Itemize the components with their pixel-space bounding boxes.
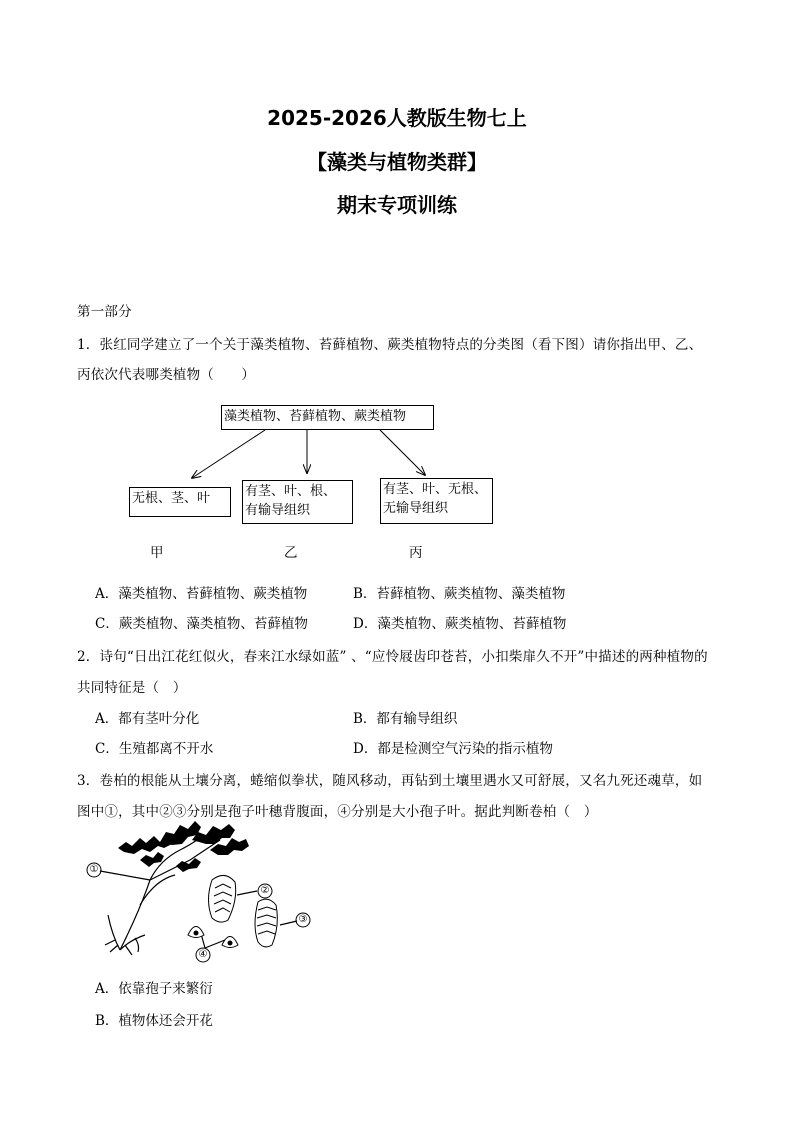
doc-title-line2: 【藻类与植物类群】: [307, 150, 487, 174]
label-yi: 乙: [284, 545, 298, 561]
diagram-top-box: 藻类植物、苔藓植物、蕨类植物: [221, 405, 434, 430]
doc-title-line1: 2025-2026人教版生物七上: [267, 106, 527, 130]
q1-option-c[interactable]: C．蕨类植物、藻类植物、苔藓植物: [95, 616, 308, 632]
box-bing-line2: 无输导组织: [383, 501, 449, 516]
q1-option-b[interactable]: B．苔藓植物、蕨类植物、藻类植物: [353, 586, 566, 602]
q3-text-line1: 3．卷柏的根能从土壤分离，蜷缩似拳状，随风移动，再钻到土壤里遇水又可舒展，又名九死还魂草，如: [77, 773, 703, 789]
q1-option-a[interactable]: A．藻类植物、苔藓植物、蕨类植物: [95, 586, 308, 602]
q2-option-d[interactable]: D．都是检测空气污染的指示植物: [353, 741, 553, 757]
q1-option-d[interactable]: D．藻类植物、蕨类植物、苔藓植物: [353, 616, 567, 632]
q1-text-line2: 丙依次代表哪类植物（ ）: [77, 367, 256, 383]
fig-label-1: ①: [89, 864, 99, 875]
q1-text-line1: 1．张红同学建立了一个关于藻类植物、苔藓植物、蕨类植物特点的分类图（看下图）请你指出甲、乙、: [77, 337, 703, 353]
fig-label-3: ③: [298, 914, 308, 925]
q2-option-a[interactable]: A．都有茎叶分化: [95, 711, 200, 727]
q3-text-line2: 图中①，其中②③分别是孢子叶穗背腹面，④分别是大小孢子叶。据此判断卷柏（ ）: [77, 804, 598, 820]
box-yi-line1: 有茎、叶、根、: [245, 484, 337, 499]
fig-label-4: ④: [198, 949, 208, 960]
box-bing-line1: 有茎、叶、无根、: [383, 482, 488, 497]
box-yi-line2: 有输导组织: [245, 503, 311, 518]
q2-text-line2: 共同特征是（ ）: [77, 680, 187, 696]
q3-option-b[interactable]: B．植物体还会开花: [95, 1013, 213, 1029]
q2-option-c[interactable]: C．生殖都离不开水: [95, 741, 214, 757]
section-heading: 第一部分: [77, 304, 132, 320]
label-jia: 甲: [150, 545, 164, 561]
diagram-box-jia: 无根、茎、叶: [129, 487, 231, 517]
label-bing: 丙: [409, 545, 423, 561]
q2-option-b[interactable]: B．都有输导组织: [353, 711, 458, 727]
q2-text-line1: 2．诗句“日出江花红似火，春来江水绿如蓝” 、“应怜屐齿印苍苔，小扣柴扉久不开”中描述的两种植物的: [77, 649, 708, 665]
fig-label-2: ②: [260, 885, 270, 896]
doc-title-line3: 期末专项训练: [337, 193, 457, 217]
q3-option-a[interactable]: A．依靠孢子来繁衍: [95, 981, 213, 997]
